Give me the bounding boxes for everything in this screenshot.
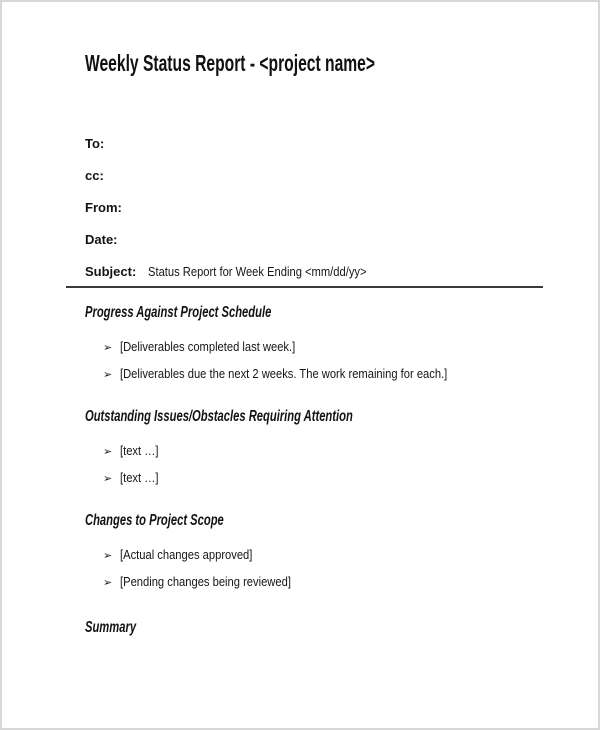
bullet-item (103, 367, 546, 382)
bullet-text: [Actual changes approved] (120, 547, 253, 562)
bullet-list-scope-changes (66, 548, 546, 590)
field-row-to (66, 137, 546, 150)
section-outstanding-issues (66, 409, 546, 486)
subject-divider-line (66, 286, 543, 288)
field-value-subject: Status Report for Week Ending <mm/dd/yy> (148, 264, 367, 279)
arrow-bullet-icon: ➢ (103, 369, 113, 381)
bullet-list-outstanding-issues (66, 444, 546, 486)
field-label-date: Date: (85, 232, 118, 247)
arrow-bullet-icon: ➢ (103, 446, 113, 458)
section-heading-scope-changes: Changes to Project Scope (85, 512, 224, 529)
bullet-item (103, 340, 546, 355)
bullet-text: [Deliverables due the next 2 weeks. The work remaining for each.] (120, 366, 448, 381)
bullet-item (103, 548, 546, 563)
field-row-date (66, 233, 546, 246)
field-label-to: To: (85, 136, 105, 151)
document-title-text: Weekly Status Report - <project name> (85, 50, 376, 76)
bullet-item (103, 575, 546, 590)
bullet-text: [Deliverables completed last week.] (120, 339, 296, 354)
field-label-cc: cc: (85, 168, 104, 183)
document-title (85, 52, 546, 75)
bullet-list-progress (66, 340, 546, 382)
field-row-subject (66, 265, 546, 278)
arrow-bullet-icon: ➢ (103, 342, 113, 354)
bullet-text: [text …] (120, 443, 159, 458)
arrow-bullet-icon: ➢ (103, 473, 113, 485)
section-progress (66, 305, 546, 382)
memo-fields (66, 137, 546, 278)
bullet-text: [Pending changes being reviewed] (120, 574, 291, 589)
field-label-subject: Subject: (85, 264, 137, 279)
section-scope-changes (66, 513, 546, 590)
document-content (66, 2, 546, 636)
section-heading-outstanding-issues: Outstanding Issues/Obstacles Requiring Attention (85, 408, 353, 425)
field-row-cc (66, 169, 546, 182)
bullet-text: [text …] (120, 470, 159, 485)
section-heading-summary: Summary (85, 619, 137, 636)
field-label-from: From: (85, 200, 122, 215)
arrow-bullet-icon: ➢ (103, 577, 113, 589)
bullet-item (103, 471, 546, 486)
field-row-from (66, 201, 546, 214)
section-summary (66, 620, 546, 636)
arrow-bullet-icon: ➢ (103, 550, 113, 562)
section-heading-progress: Progress Against Project Schedule (85, 304, 272, 321)
bullet-item (103, 444, 546, 459)
